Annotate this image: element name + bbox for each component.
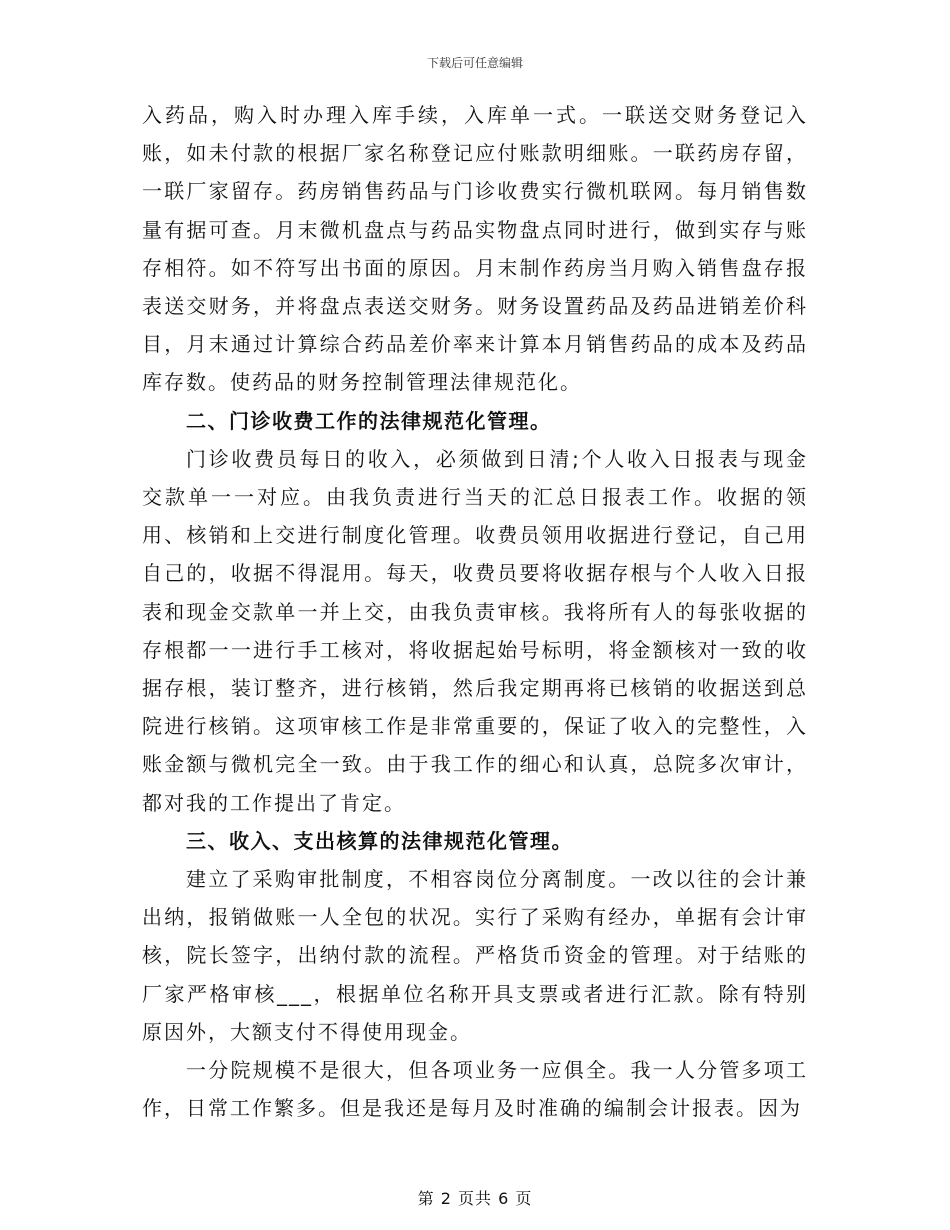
paragraph-branch-workload: 一分院规模不是很大，但各项业务一应俱全。我一人分管多项工作，日常工作繁多。但是我还是每月及时准确的编制会计报表。因为 [142,1058,808,1121]
paragraph-continuation: 入药品，购入时办理入库手续，入库单一式。一联送交财务登记入账，如未付款的根据厂家名称登记应付账款明细账。一联药房存留，一联厂家留存。药房销售药品与门诊收费实行微机联网。每月销售数量有据可查。月末微机盘点与药品实物盘点同时进行，做到实存与账存相符。如不符写出书面的原因。月末制作药房当月购入销售盘存报表送交财务，并将盘点表送交财务。财务设置药品及药品进销差价科目，月末通过计算综合药品差价率来计算本月销售药品的成本及药品库存数。使药品的财务控制管理法律规范化。 [142,103,808,395]
document-body [142,96,808,1127]
section-heading-3: 三、收入、支出核算的法律规范化管理。 [186,828,573,853]
page-header-note: 下载后可任意编辑 [426,56,523,70]
section-heading-2: 二、门诊收费工作的法律规范化管理。 [186,408,552,433]
page-number-footer: 第 2 页共 6 页 [417,1189,533,1208]
paragraph-procurement: 建立了采购审批制度，不相容岗位分离制度。一改以往的会计兼出纳，报销做账一人全包的状况。实行了采购有经办，单据有会计审核，院长签字，出纳付款的流程。严格货币资金的管理。对于结账的厂家严格审核___，根据单位名称开具支票或者进行汇款。除有特别原因外，大额支付不得使用现金。 [142,867,808,1044]
paragraph-outpatient-fees: 门诊收费员每日的收入，必须做到日清;个人收入日报表与现金交款单一一对应。由我负责进行当天的汇总日报表工作。收据的领用、核销和上交进行制度化管理。收费员领用收据进行登记，自己用自己的，收据不得混用。每天，收费员要将收据存根与个人收入日报表和现金交款单一并上交，由我负责审核。我将所有人的每张收据的存根都一一进行手工核对，将收据起始号标明，将金额核对一致的收据存根，装订整齐，进行核销，然后我定期再将已核销的收据送到总院进行核销。这项审核工作是非常重要的，保证了收入的完整性，入账金额与微机完全一致。由于我工作的细心和认真，总院多次审计，都对我的工作提出了肯定。 [142,446,808,815]
